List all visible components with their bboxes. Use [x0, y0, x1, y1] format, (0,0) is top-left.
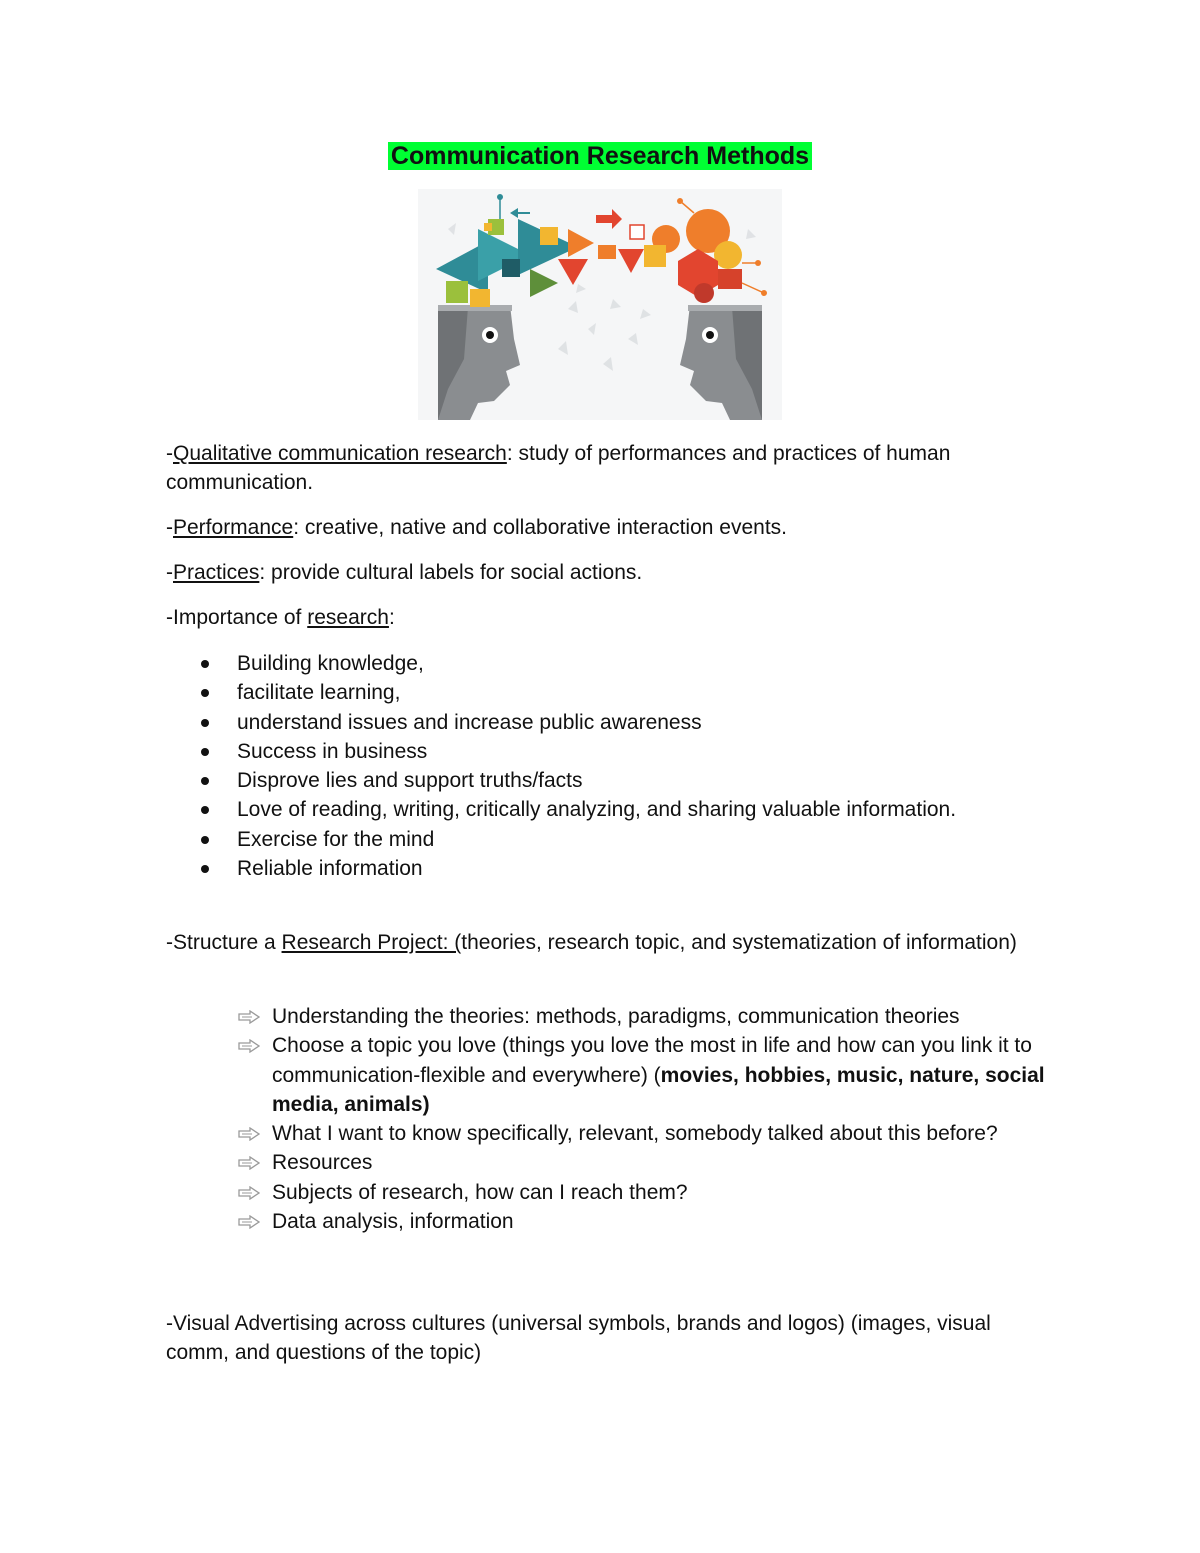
paragraph-practices [166, 558, 1046, 587]
item-text: What I want to know specifically, relevant, somebody talked about this before? [272, 1122, 998, 1146]
paragraph-importance [166, 603, 1046, 632]
paragraph-qualitative [166, 439, 1046, 497]
definition-text: : provide cultural labels for social actions. [259, 561, 643, 584]
list-item: understand issues and increase public awareness [166, 708, 1046, 737]
prefix: - [166, 561, 173, 584]
arrow-bullet-icon [238, 1186, 260, 1200]
item-bold-text: movies, hobbies, music, nature, social media, animals) [272, 1063, 1045, 1116]
prefix: - [166, 516, 173, 539]
two-heads-exchanging-ideas-icon [418, 189, 782, 420]
list-item: Love of reading, writing, critically analyzing, and sharing valuable information. [166, 795, 1046, 824]
term-performance: Performance [173, 516, 294, 539]
right-head-icon [680, 305, 762, 420]
item-text: Resources [272, 1151, 373, 1175]
paragraph-performance [166, 513, 1046, 542]
description-text: theories, research topic, and systematization of information) [461, 931, 1017, 954]
item-text: Data analysis, information [272, 1210, 514, 1234]
item-text: Understanding the theories: methods, paradigms, communication theories [272, 1005, 960, 1028]
arrow-bullet-icon [238, 1039, 260, 1053]
term-research-project: Research Project: ( [281, 931, 462, 954]
prefix: -Importance of [166, 606, 308, 629]
item-text: Choose a topic you love (things you love the most in life and how can you link it to communication-flexible and everywhere) ( [272, 1034, 1032, 1087]
list-item: Disprove lies and support truths/facts [166, 766, 1046, 795]
term-practices: Practices [173, 561, 260, 584]
suffix: : [388, 606, 395, 629]
title-highlight: Communication Research Methods [388, 142, 812, 170]
prefix: -Structure a [166, 931, 282, 954]
left-ideas-icon [436, 194, 594, 307]
term-qualitative-communication-research: Qualitative communication research [173, 442, 507, 465]
paragraph-visual-advertising: -Visual Advertising across cultures (universal symbols, brands and logos) (images, visual comm, and questions of the topic) [166, 1312, 991, 1364]
list-item: Reliable information [166, 854, 1046, 883]
right-ideas-icon [596, 198, 767, 303]
list-item [166, 1207, 1046, 1236]
list-item [166, 1031, 1046, 1119]
left-head-icon [438, 305, 520, 420]
structure-list [166, 1002, 1046, 1236]
list-item: Building knowledge, [166, 649, 1046, 678]
list-item: Exercise for the mind [166, 825, 1046, 854]
prefix: - [166, 442, 173, 465]
list-item [166, 1002, 1046, 1031]
arrow-bullet-icon [238, 1156, 260, 1170]
list-item: facilitate learning, [166, 678, 1046, 707]
list-item: Success in business [166, 737, 1046, 766]
item-text: Subjects of research, how can I reach them? [272, 1180, 688, 1204]
paragraph-structure [166, 928, 1046, 957]
two-heads-illustration [418, 189, 782, 420]
list-item [166, 1119, 1046, 1148]
arrow-bullet-icon [238, 1127, 260, 1141]
definition-text: : study of performances and practices of human communication. [166, 442, 951, 494]
importance-list [166, 649, 1046, 883]
definition-text: : creative, native and collaborative interaction events. [293, 516, 787, 539]
page-title [0, 139, 1200, 173]
list-item [166, 1148, 1046, 1177]
term-research: research [307, 606, 389, 629]
arrow-bullet-icon [238, 1215, 260, 1229]
arrow-bullet-icon [238, 1010, 260, 1024]
list-item [166, 1178, 1046, 1207]
